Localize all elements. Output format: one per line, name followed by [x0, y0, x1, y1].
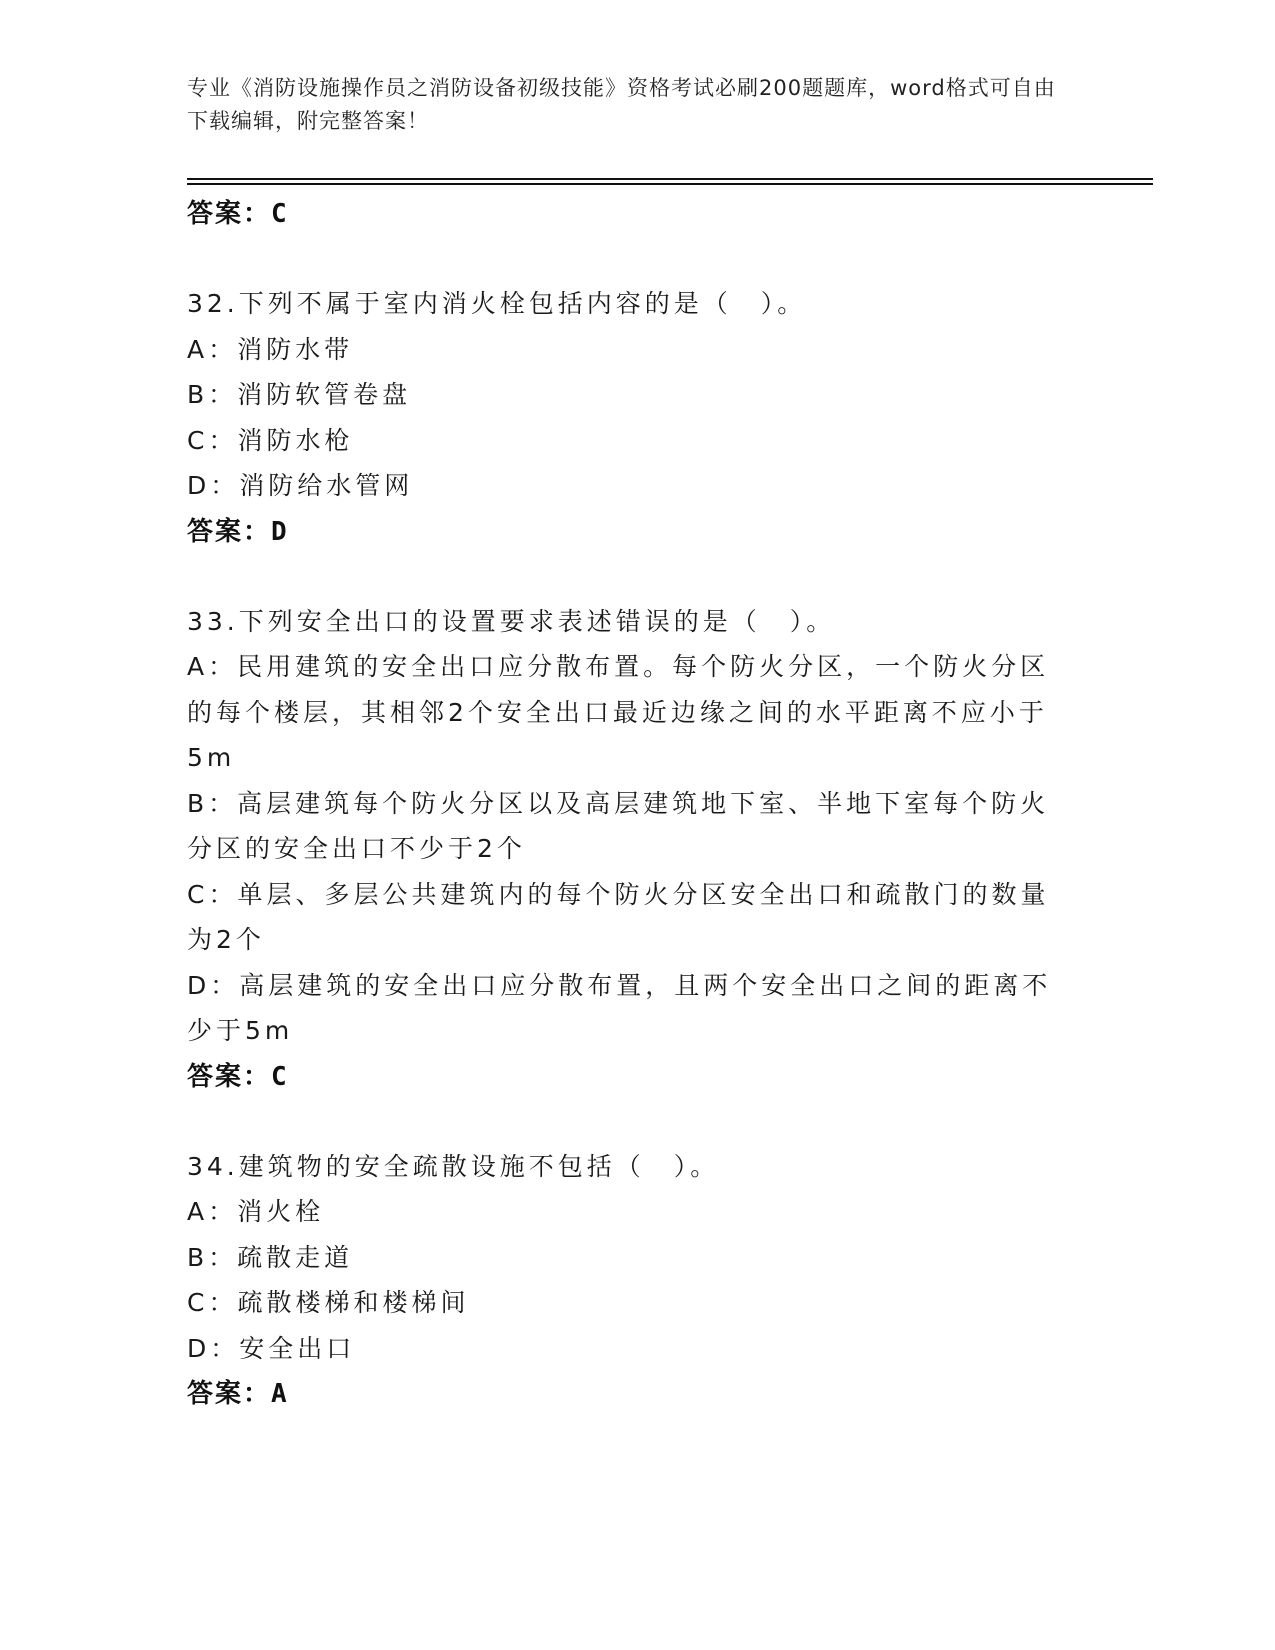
answer-line — [187, 191, 1077, 237]
question-stem: 34.建筑物的安全疏散设施不包括（ ）。 — [187, 1151, 720, 1181]
option-b: B：疏散走道 — [187, 1242, 354, 1272]
answer-line — [187, 509, 1077, 555]
answer-value: C — [271, 199, 289, 229]
header-divider-bottom — [187, 183, 1153, 185]
question-block — [187, 599, 1077, 1100]
question-list — [187, 191, 1077, 1417]
option-d: D：安全出口 — [187, 1333, 356, 1363]
option-d: D：高层建筑的安全出口应分散布置，且两个安全出口之间的距离不少于5m — [187, 970, 1052, 1045]
answer-line — [187, 1054, 1077, 1100]
option-a: A：民用建筑的安全出口应分散布置。每个防火分区，一个防火分区的每个楼层，其相邻2个安全出口最近边缘之间的水平距离不应小于5m — [187, 652, 1050, 772]
option-c: C：消防水枪 — [187, 425, 354, 455]
option-c: C：疏散楼梯和楼梯间 — [187, 1288, 470, 1317]
answer-label: 答案： — [187, 1061, 272, 1092]
question-block — [187, 281, 1077, 555]
answer-value: D — [271, 516, 289, 547]
header-text: 专业《消防设施操作员之消防设备初级技能》资格考试必刷200题题库，word格式可自由下载编辑，附完整答案！ — [187, 76, 1056, 133]
option-a: A：消防水带 — [187, 334, 354, 364]
option-d: D：消防给水管网 — [187, 471, 414, 500]
option-a: A：消火栓 — [187, 1197, 325, 1226]
answer-line — [187, 1371, 1077, 1417]
question-stem: 32.下列不属于室内消火栓包括内容的是（ ）。 — [187, 289, 807, 318]
answer-label: 答案： — [187, 1379, 272, 1409]
option-b: B：高层建筑每个防火分区以及高层建筑地下室、半地下室每个防火分区的安全出口不少于2个 — [187, 788, 1050, 863]
answer-value: A — [271, 1379, 289, 1409]
question-stem: 33.下列安全出口的设置要求表述错误的是（ ）。 — [187, 606, 836, 636]
header-divider-top — [187, 178, 1153, 180]
answer-label: 答案： — [187, 516, 272, 547]
answer-value: C — [271, 1061, 289, 1092]
document-header — [187, 72, 1067, 138]
question-block — [187, 1144, 1077, 1418]
option-c: C：单层、多层公共建筑内的每个防火分区安全出口和疏散门的数量为2个 — [187, 879, 1050, 954]
answer-label: 答案： — [187, 199, 272, 229]
option-b: B：消防软管卷盘 — [187, 380, 412, 409]
